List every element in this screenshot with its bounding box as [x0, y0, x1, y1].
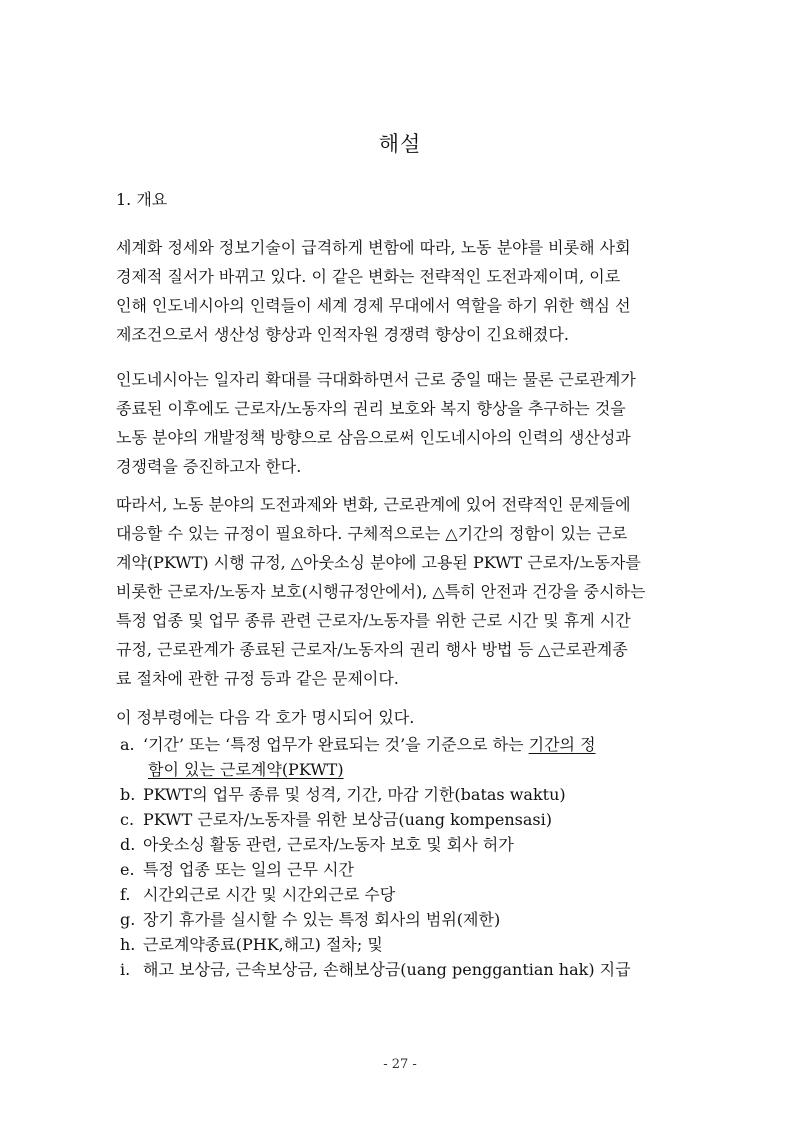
underlined-term: 함이 있는 근로계약(PKWT) — [148, 760, 344, 779]
list-item-plain-text: ‘기간’ 또는 ‘특정 업무가 완료되는 것’을 기준으로 하는 — [143, 735, 529, 754]
list-marker: b. — [120, 785, 136, 804]
list-item — [120, 857, 700, 882]
list-item — [120, 807, 700, 832]
list-marker: d. — [120, 835, 136, 854]
list-item — [120, 882, 700, 907]
list-item — [120, 782, 700, 807]
list-item-line — [143, 757, 596, 782]
list-item — [120, 732, 700, 782]
paragraph-line: 따라서, 노동 분야의 도전과제와 변화, 근로관계에 있어 전략적인 문제들에 — [116, 495, 631, 514]
list-item — [120, 957, 700, 982]
list-marker: a. — [120, 735, 135, 754]
list-item-text: 아웃소싱 활동 관련, 근로자/노동자 보호 및 회사 허가 — [143, 835, 514, 854]
page-number: - 27 - — [383, 1057, 417, 1072]
list-item-text: PKWT 근로자/노동자를 위한 보상금(uang kompensasi) — [143, 810, 552, 829]
list-item-line — [143, 732, 596, 757]
list-marker: h. — [120, 935, 136, 954]
list-marker: f. — [120, 885, 131, 904]
paragraph-1 — [116, 233, 686, 349]
paragraph-line: 종료된 이후에도 근로자/노동자의 권리 보호와 복지 향상을 추구하는 것을 — [116, 399, 626, 418]
list-item-text: 근로계약종료(PHK,해고) 절차; 및 — [143, 935, 383, 954]
list-marker: g. — [120, 910, 136, 929]
list-item-text: 특정 업종 또는 일의 근무 시간 — [143, 860, 354, 879]
paragraph-line: 인도네시아는 일자리 확대를 극대화하면서 근로 중일 때는 물론 근로관계가 — [116, 370, 636, 389]
list-item-text: PKWT의 업무 종류 및 성격, 기간, 마감 기한(batas waktu) — [143, 785, 566, 804]
list-item — [120, 932, 700, 957]
list-marker: e. — [120, 860, 135, 879]
paragraph-line: 인해 인도네시아의 인력들이 세계 경제 무대에서 역할을 하기 위한 핵심 선 — [116, 296, 631, 315]
list-item-text: 장기 휴가를 실시할 수 있는 특정 회사의 범위(제한) — [143, 910, 501, 929]
paragraph-2 — [116, 365, 686, 481]
list-item — [120, 907, 700, 932]
list-item-text — [143, 732, 596, 782]
list-marker: c. — [120, 810, 135, 829]
paragraph-line: 료 절차에 관한 규정 등과 같은 문제이다. — [116, 669, 399, 688]
paragraph-line: 노동 분야의 개발정책 방향으로 삼음으로써 인도네시아의 인력의 생산성과 — [116, 428, 631, 447]
paragraph-line: 경제적 질서가 바뀌고 있다. 이 같은 변화는 전략적인 도전과제이며, 이로 — [116, 267, 621, 286]
paragraph-line: 비롯한 근로자/노동자 보호(시행규정안에서), △특히 안전과 건강을 중시하는 — [116, 582, 646, 601]
paragraph-line: 특정 업종 및 업무 종류 관련 근로자/노동자를 위한 근로 시간 및 휴게 시간 — [116, 611, 631, 630]
paragraph-line: 대응할 수 있는 규정이 필요하다. 구체적으로는 △기간의 정함이 있는 근로 — [116, 524, 628, 543]
paragraph-line: 경쟁력을 증진하고자 한다. — [116, 457, 302, 476]
underlined-term: 기간의 정 — [528, 735, 596, 754]
list-intro: 이 정부령에는 다음 각 호가 명시되어 있다. — [116, 708, 415, 727]
paragraph-3 — [116, 490, 686, 693]
provision-list — [120, 732, 700, 982]
paragraph-line: 세계화 정세와 정보기술이 급격하게 변함에 따라, 노동 분야를 비롯해 사회 — [116, 238, 631, 257]
page-title: 해설 — [378, 132, 422, 156]
list-item — [120, 832, 700, 857]
list-item-text: 해고 보상금, 근속보상금, 손해보상금(uang penggantian hak) 지급 — [143, 960, 631, 979]
paragraph-line: 규정, 근로관계가 종료된 근로자/노동자의 권리 행사 방법 등 △근로관계종 — [116, 640, 628, 659]
list-marker: i. — [120, 960, 131, 979]
section-heading: 1. 개요 — [116, 190, 168, 209]
paragraph-line: 제조건으로서 생산성 향상과 인적자원 경쟁력 향상이 긴요해졌다. — [116, 325, 569, 344]
paragraph-line: 계약(PKWT) 시행 규정, △아웃소싱 분야에 고용된 PKWT 근로자/노동자를 — [116, 553, 641, 572]
list-item-text: 시간외근로 시간 및 시간외근로 수당 — [143, 885, 396, 904]
